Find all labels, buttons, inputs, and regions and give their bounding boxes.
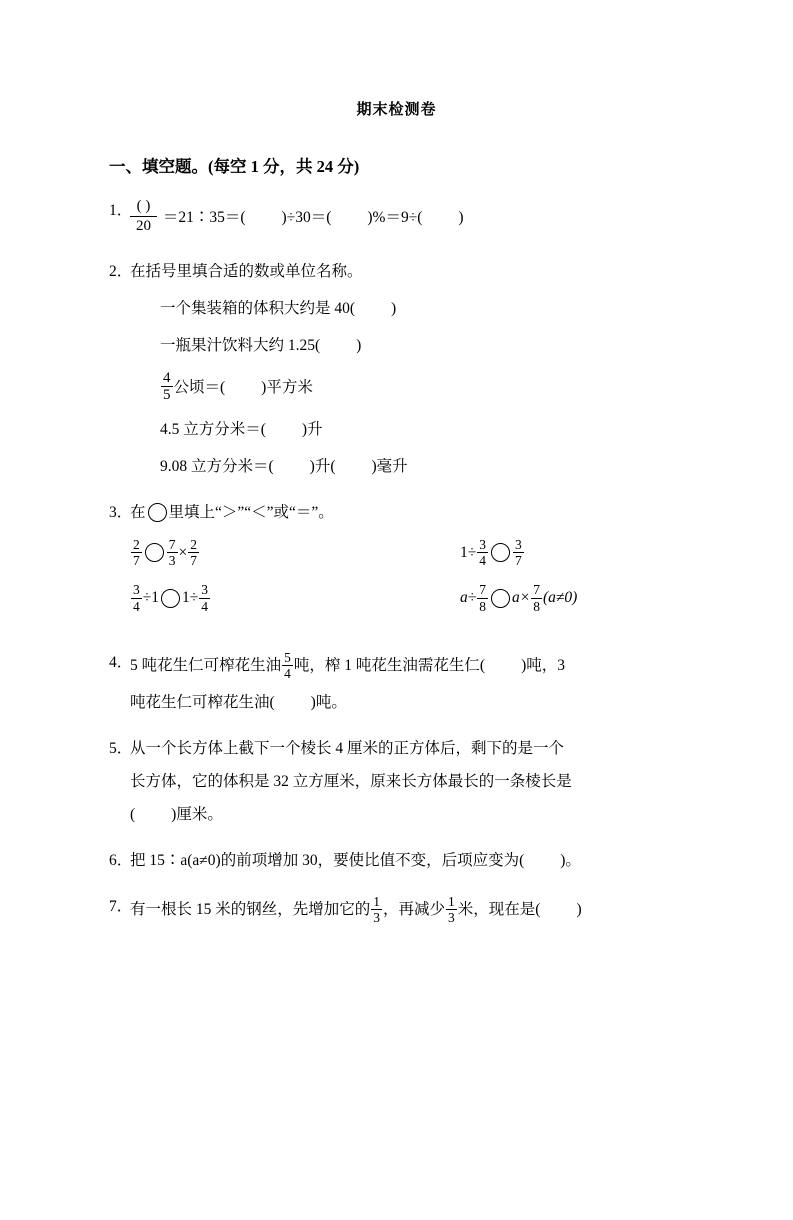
q5-text-a: ( <box>130 805 136 823</box>
fraction-numerator: 7 <box>533 582 540 598</box>
q2-item4-text-a: 4.5 立方分米＝( <box>160 421 266 439</box>
question-2-number: 2． <box>109 262 133 280</box>
q2-item3-text-a: 公顷＝( <box>173 378 226 396</box>
question-7-body <box>130 895 693 926</box>
q7-text-c: 米，现在是( <box>457 901 541 919</box>
question-4-number: 4． <box>109 653 133 671</box>
q3-row2-left <box>130 583 450 614</box>
question-2-item-3 <box>130 371 693 406</box>
question-2-stem: 在括号里填合适的数或单位名称。 <box>130 262 363 280</box>
question-4 <box>100 651 693 715</box>
question-3-stem <box>130 501 693 525</box>
q4-text-d: 吨花生仁可榨花生油( <box>130 693 275 711</box>
fraction-numerator: 4 <box>163 369 171 386</box>
q2-item2-text-a: 一瓶果汁饮料大约 1.25( <box>160 336 321 354</box>
fraction-numerator: 5 <box>284 649 291 665</box>
question-2-item-4 <box>130 418 693 442</box>
question-4-body <box>130 651 693 715</box>
question-6-number: 6． <box>109 851 133 869</box>
question-6-line-1 <box>130 849 693 873</box>
fraction-numerator: 1 <box>448 893 455 909</box>
q4-text-c: )吨，3 <box>521 656 565 674</box>
q3-row2-right <box>450 583 693 614</box>
q1-text-a: ＝21∶35＝( <box>162 208 246 226</box>
q5-text-b: )厘米。 <box>171 805 223 823</box>
question-5-line-1: 从一个长方体上截下一个棱长 4 厘米的正方体后，剩下的是一个 <box>130 739 565 757</box>
question-3-row-1 <box>130 538 693 569</box>
q3-row2-left-text-a: ÷1 <box>142 589 160 607</box>
q2-item1-text-b: ) <box>391 299 397 317</box>
circle-icon <box>145 543 164 562</box>
question-5-line-3 <box>130 803 693 827</box>
question-4-line-1 <box>130 651 693 682</box>
fraction-2-7-b <box>188 537 199 568</box>
fraction-numerator: 3 <box>515 537 522 553</box>
question-7-line-1 <box>130 895 693 926</box>
question-4-line-2 <box>130 691 693 715</box>
fraction-blank-over-20 <box>130 197 157 236</box>
question-6-body <box>130 849 693 873</box>
question-1-body <box>130 199 693 238</box>
question-2-item-5 <box>130 455 693 479</box>
q7-text-d: ) <box>576 901 582 919</box>
fraction-1-3 <box>371 894 382 925</box>
q3-row2-left-text-b: 1÷ <box>182 589 199 607</box>
q3-stem-a: 在 <box>130 504 146 522</box>
q2-item5-text-a: 9.08 立方分米＝( <box>160 458 274 476</box>
fraction-denominator: 5 <box>163 387 171 404</box>
exam-page <box>0 98 793 1220</box>
question-3-number: 3． <box>109 504 133 522</box>
q2-item5-text-b: )升( <box>309 458 336 476</box>
fraction-numerator: 3 <box>479 537 487 553</box>
fraction-1-3-b <box>446 894 457 925</box>
q2-item2-text-b: ) <box>356 336 362 354</box>
q6-text-a: 把 15∶a(a≠0)的前项增加 30，要使比值不变，后项应变为( <box>130 851 525 869</box>
q3-row1-right-text-a: 1÷ <box>460 544 477 562</box>
fraction-numerator: 3 <box>133 582 140 598</box>
question-2 <box>100 260 693 480</box>
q2-item3-text-b: )平方米 <box>261 378 313 396</box>
question-3-row-2 <box>130 583 693 614</box>
question-5 <box>100 737 693 827</box>
fraction-3-7 <box>513 537 524 568</box>
question-2-item-2 <box>130 334 693 358</box>
q3-row1-right <box>450 538 693 569</box>
q7-text-b: ，再减少 <box>383 901 446 919</box>
question-3 <box>100 501 693 628</box>
fraction-denominator: 3 <box>168 553 176 569</box>
fraction-denominator: 4 <box>284 665 291 681</box>
multiply-sign: × <box>178 544 188 562</box>
q2-item1-text-a: 一个集装箱的体积大约是 40( <box>160 299 356 317</box>
fraction-numerator: 3 <box>201 582 209 598</box>
q2-item4-text-b: )升 <box>301 421 323 439</box>
fraction-3-4 <box>477 537 488 568</box>
fraction-denominator: 7 <box>515 553 522 569</box>
question-5-body <box>130 737 693 827</box>
circle-icon <box>148 503 167 522</box>
page-title: 期末检测卷 <box>356 101 437 118</box>
q4-text-e: )吨。 <box>310 693 347 711</box>
q3-row2-right-text-b: a× <box>512 589 531 607</box>
fraction-denominator: 7 <box>190 553 197 569</box>
q3-row2-right-text-c: (a≠0) <box>542 589 578 607</box>
question-7-number: 7． <box>109 897 133 915</box>
q4-text-b: 吨，榨 1 吨花生油需花生仁( <box>293 656 486 674</box>
q1-text-c: )%＝9÷( <box>367 208 423 226</box>
q7-text-a: 有一根长 15 米的钢丝，先增加它的 <box>130 901 371 919</box>
q3-row2-right-text-a: a÷ <box>460 589 477 607</box>
q3-stem-b: 里填上“＞”“＜”或“＝”。 <box>168 504 334 522</box>
fraction-3-4-c <box>199 582 210 613</box>
question-3-body <box>130 501 693 628</box>
circle-icon <box>161 589 180 608</box>
question-7 <box>100 895 693 926</box>
fraction-numerator: 2 <box>133 537 140 553</box>
q1-text-d: ) <box>458 208 464 226</box>
fraction-numerator: 7 <box>479 582 487 598</box>
fraction-numerator: 2 <box>190 537 197 553</box>
question-1-number: 1． <box>109 202 133 219</box>
fraction-denominator: 8 <box>479 598 487 614</box>
fraction-3-4-b <box>131 582 142 613</box>
fraction-7-8-b <box>531 582 542 613</box>
question-2-body <box>130 260 693 480</box>
fraction-4-5 <box>161 370 173 405</box>
q6-text-b: )。 <box>560 851 581 869</box>
circle-icon <box>491 589 510 608</box>
q2-item5-text-c: )毫升 <box>371 458 408 476</box>
fraction-numerator: ( ) <box>136 198 151 214</box>
fraction-denominator: 4 <box>201 598 209 614</box>
fraction-numerator: 1 <box>373 893 381 909</box>
fraction-5-4 <box>282 650 293 681</box>
q1-text-b: )÷30＝( <box>281 208 332 226</box>
fraction-denominator: 4 <box>133 598 140 614</box>
question-2-item-1 <box>130 297 693 321</box>
question-6 <box>100 849 693 873</box>
fraction-denominator: 3 <box>448 910 455 926</box>
fraction-7-8 <box>477 582 488 613</box>
question-5-number: 5． <box>109 739 133 757</box>
q3-row1-left <box>130 538 450 569</box>
fraction-denominator: 20 <box>130 216 157 236</box>
circle-icon <box>491 543 510 562</box>
question-1 <box>100 199 693 238</box>
fraction-denominator: 7 <box>133 553 140 569</box>
fraction-7-3 <box>167 537 178 568</box>
fraction-denominator: 8 <box>533 598 540 614</box>
fraction-denominator: 4 <box>479 553 487 569</box>
fraction-2-7 <box>131 537 142 568</box>
q4-text-a: 5 吨花生仁可榨花生油 <box>130 656 282 674</box>
fraction-numerator: 7 <box>168 537 176 553</box>
fraction-denominator: 3 <box>373 910 381 926</box>
section-heading-fill-in-blanks: 一、填空题。(每空 1 分，共 24 分) <box>109 157 360 176</box>
question-5-line-2: 长方体，它的体积是 32 立方厘米，原来长方体最长的一条棱长是 <box>130 772 572 790</box>
